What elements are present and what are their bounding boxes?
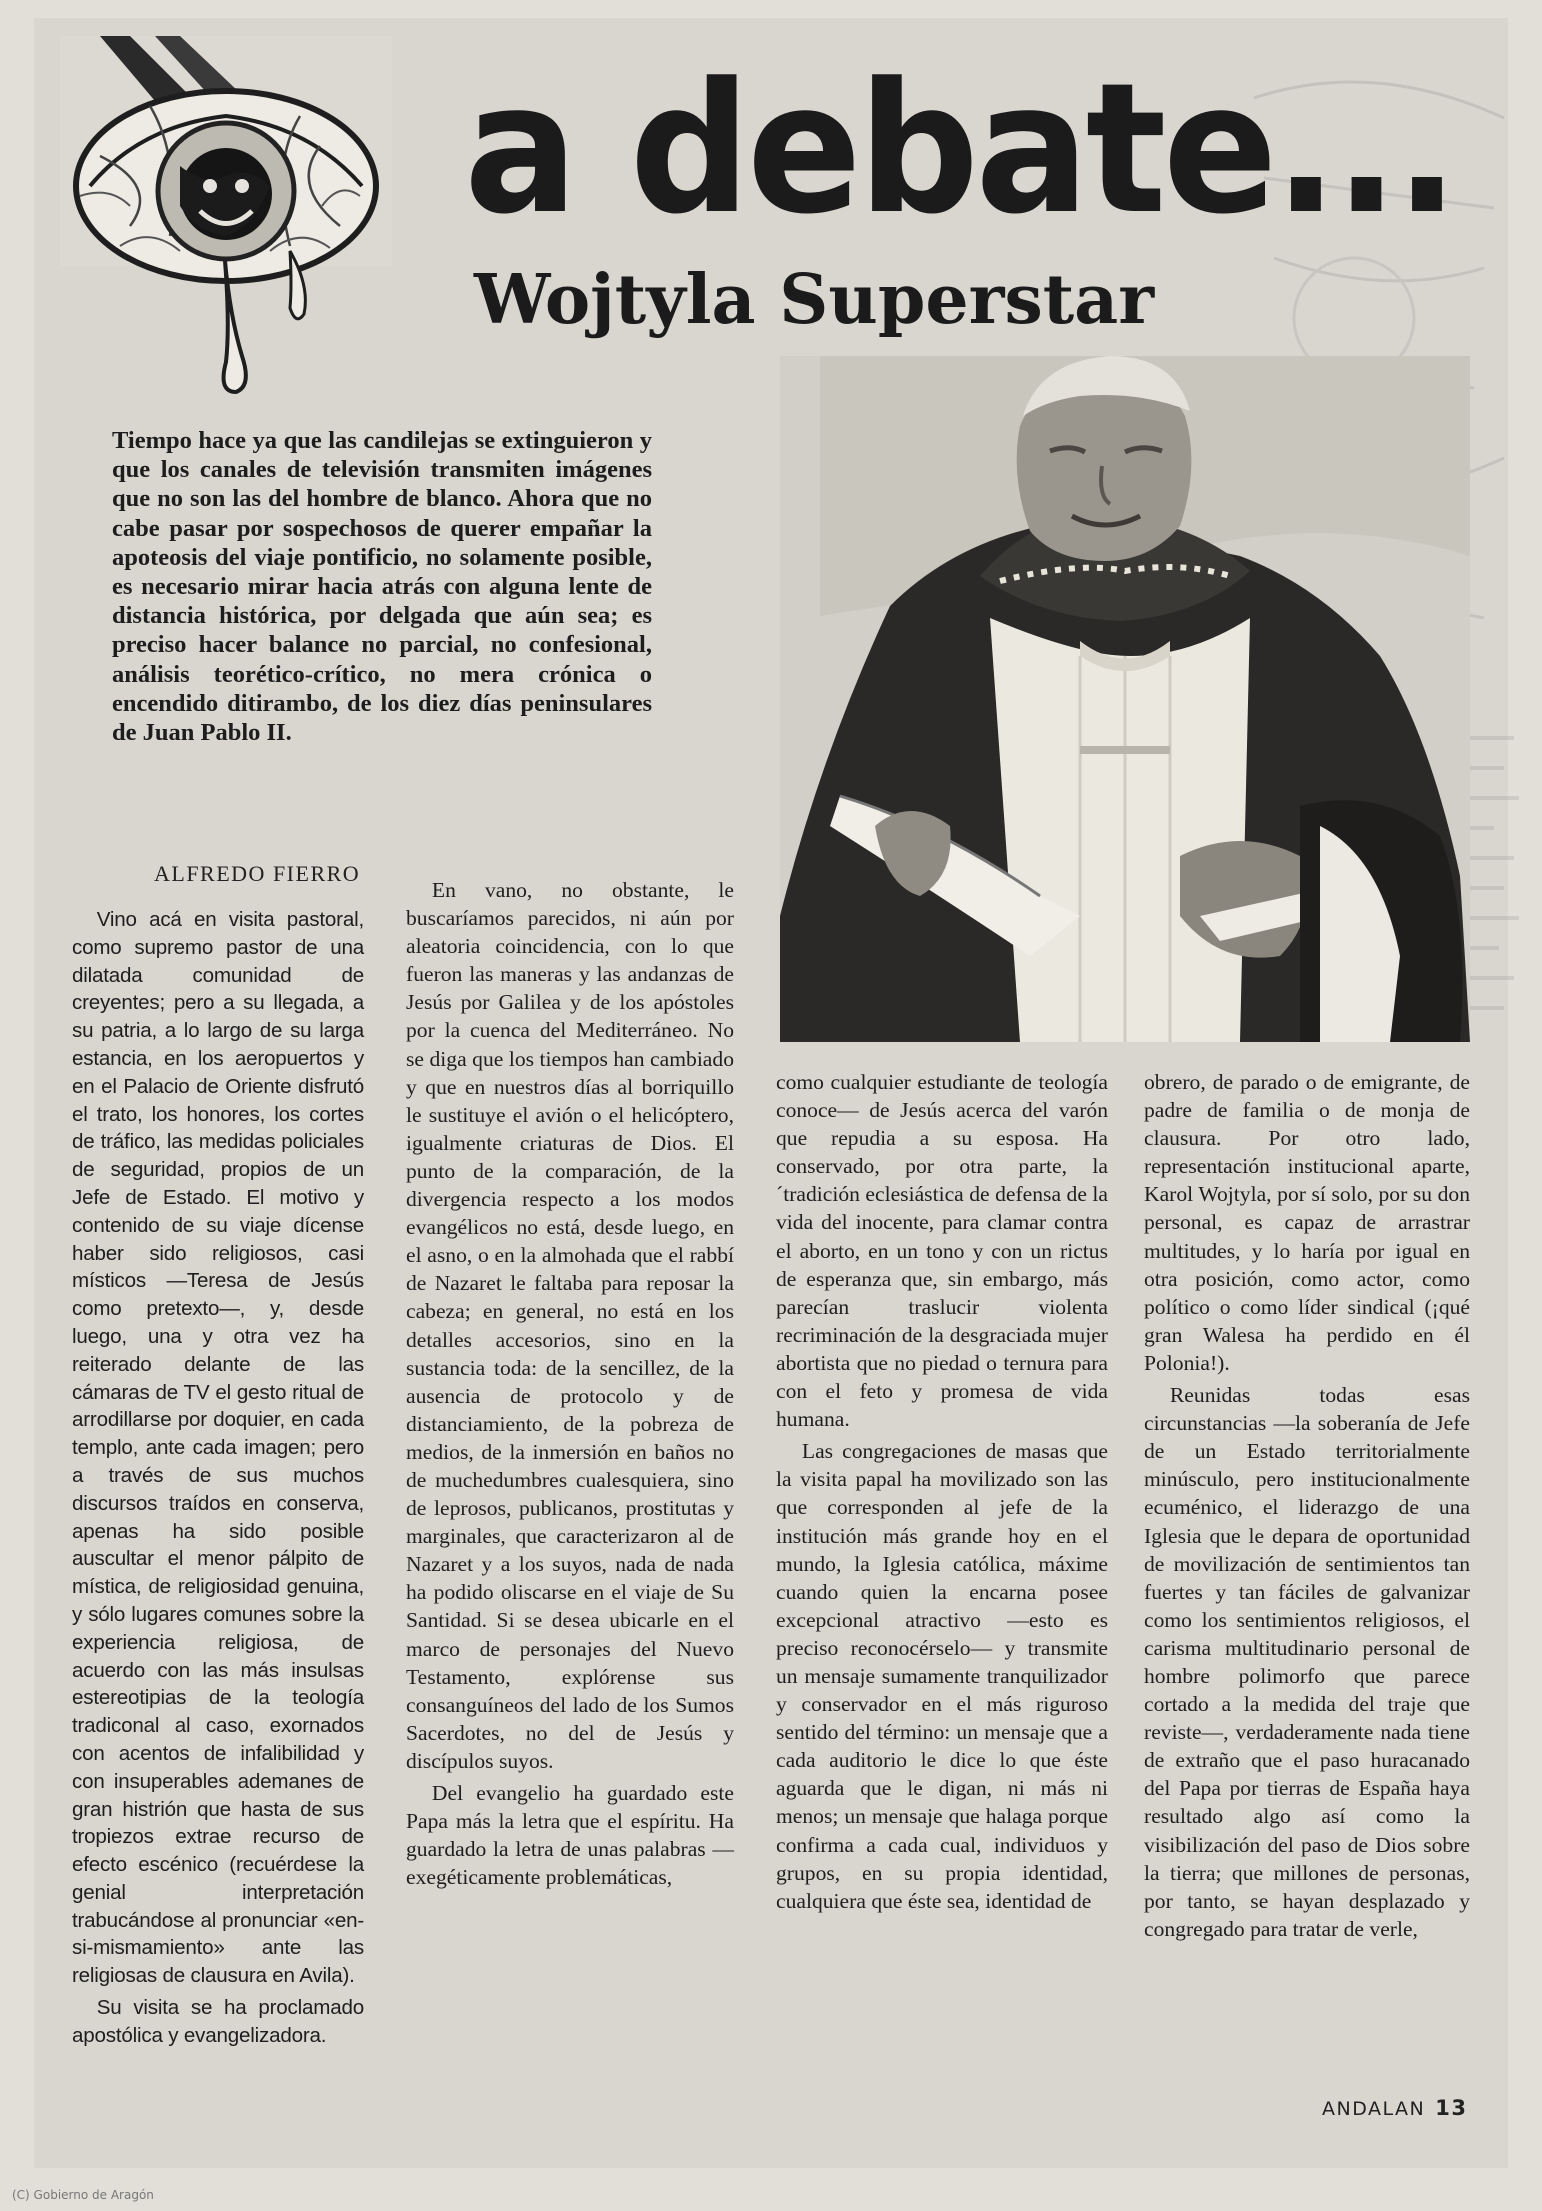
magazine-name: ANDALAN <box>1322 2098 1426 2120</box>
pope-photo <box>780 356 1470 1042</box>
paragraph: Su visita se ha proclamado apostólica y evangelizadora. <box>72 1996 364 2047</box>
paragraph: Del evangelio ha guardado este Papa más la letra que el espíritu. Ha guardado la letra de unas palabras —exegéticamente problemáticas, <box>406 1781 734 1890</box>
article-column-1 <box>72 906 364 2050</box>
copyright-notice: (C) Gobierno de Aragón <box>12 2188 154 2202</box>
paragraph: En vano, no obstante, le buscaríamos parecidos, ni aún por aleatoria coincidencia, con lo que fueron las maneras y las andanzas de Jesús por Galilea y de los apóstoles por la cuenca del Mediterráneo. No se diga que los tiempos han cambiado y que en nuestros días al borriquillo le sustituye el avión o el helicóptero, igualmente criaturas de Dios. El punto de la comparación, de la divergencia respecto a los modos evangélicos no está, desde luego, en el asno, o en la almohada que el rabbí de Nazaret le faltaba para reposar la cabeza; en general, no está en los detalles accesorios, sino en la sustancia toda: de la sencillez, de la ausencia de protocolo y de distanciamiento, de la pobreza de medios, de la inmersión en baños no de muchedumbres cualesquiera, sino de leprosos, publicanos, prostitutas y marginales, que caracterizaron al de Nazaret y a los suyos, nada de nada ha podido oliscarse en el viaje de Su Santidad. Si se desea ubicarle en el marco de personajes del Nuevo Testamento, explórense sus consanguíneos del lado de los Sumos Sacerdotes, no del de Jesús y discípulos suyos. <box>406 878 734 1773</box>
paragraph: Reunidas todas esas circunstancias —la soberanía de Jefe de un Estado territorialmente minúsculo, pero institucionalmente ecuménico, el liderazgo de una Iglesia que le depara de oportunidad de movilización de sentimientos tan fuertes y tan fáciles de galvanizar como los sentimientos religiosos, el carisma multitudinario personal de hombre polimorfo que parece cortado a la medida del traje que reviste—, verdaderamente nada tiene de extraño que el paso huracanado del Papa por tierras de España haya resultado algo así como la visibilización del paso de Dios sobre la tierra; que millones de personas, por tanto, se hayan desplazado y congregado para tratar de verle, <box>1144 1383 1470 1941</box>
article-column-4 <box>1144 1068 1470 1943</box>
paragraph: como cualquier estudiante de teología conoce— de Jesús acerca del varón que repudia a su esposa. Ha conservado, por otra parte, la ´tradición eclesiástica de defensa de la vida del inocente, para clamar contra el aborto, en un tono y con un rictus de esperanza que, sin embargo, más parecían traslucir violenta recriminación de la desgraciada mujer abortista que no piedad o ternura para con el feto y promesa de vida humana. <box>776 1070 1108 1432</box>
byline: ALFREDO FIERRO <box>154 861 361 886</box>
page-footer <box>1322 2096 1467 2120</box>
article-column-3 <box>776 1068 1108 1915</box>
eye-illustration <box>60 36 392 396</box>
article-column-2 <box>406 876 734 1891</box>
paragraph: Vino acá en visita pastoral, como supremo pastor de una dilatada comunidad de creyentes; pero a su llegada, a su patria, a lo largo de su larga estancia, en los aeropuertos y en el Palacio de Oriente disfrutó el trato, los honores, los cortes de tráfico, las medidas policiales de seguridad, propios de un Jefe de Estado. El motivo y contenido de su viaje dícense haber sido religiosos, casi místicos —Teresa de Jesús como pretexto—, y, desde luego, una y otra vez ha reiterado delante de las cámaras de TV el gesto ritual de arrodillarse por doquier, en cada templo, ante cada imagen; pero a través de sus muchos discursos traídos en conserva, apenas ha sido posible auscultar el menor pálpito de mística, de religiosidad genuina, y sólo lugares comunes sobre la experiencia religiosa, de acuerdo con las más insulsas estereotipias de la teología tradiconal al caso, exornados con acentos de infalibilidad y con insuperables ademanes de gran histrión que hasta de sus tropiezos extrae recurso de efecto escénico (recuérdese la genial interpretación trabucándose al pronunciar «en-si-mismamiento» ante las religiosas de clausura en Avila). <box>72 908 364 1988</box>
paragraph: Las congregaciones de masas que la visita papal ha movilizado son las que corresponden al jefe de la institución más grande hoy en el mundo, la Iglesia católica, máxime cuando quien la encarna posee excepcional atractivo —esto es preciso reconocérselo— y transmite un mensaje sumamente tranquilizador y conservador en el más riguroso sentido del término: un mensaje que a cada auditorio le dice lo que éste aguarda que le digan, ni más ni menos; un mensaje que halaga porque confirma a cada cual, individuos y grupos, en su propia identidad, cualquiera que éste sea, identidad de <box>776 1439 1108 1913</box>
headline: a debate... <box>464 45 1456 254</box>
lede-paragraph: Tiempo hace ya que las candilejas se extinguieron y que los canales de televisión transmiten imágenes que no son las del hombre de blanco. Ahora que no cabe pasar por sospechosos de querer empañar la apoteosis del viaje pontificio, no solamente posible, es necesario mirar hacia atrás con alguna lente de distancia histórica, por delgada que aún sea; es preciso hacer balance no parcial, no confesional, análisis teorético-crítico, no mera crónica o encendido ditirambo, de los diez días peninsulares de Juan Pablo II. <box>112 427 652 747</box>
subheadline: Wojtyla Superstar <box>474 260 1155 340</box>
magazine-page <box>34 18 1508 2168</box>
page-number: 13 <box>1435 2096 1468 2120</box>
paragraph: obrero, de parado o de emigrante, de padre de familia o de monja de clausura. Por otro lado, representación institucional aparte, Karol Wojtyla, por sí solo, por su don personal, es capaz de arrastrar multitudes, y lo haría por igual en otra posición, como actor, como político o como líder sindical (¡qué gran Walesa ha perdido en él Polonia!). <box>1144 1070 1470 1375</box>
